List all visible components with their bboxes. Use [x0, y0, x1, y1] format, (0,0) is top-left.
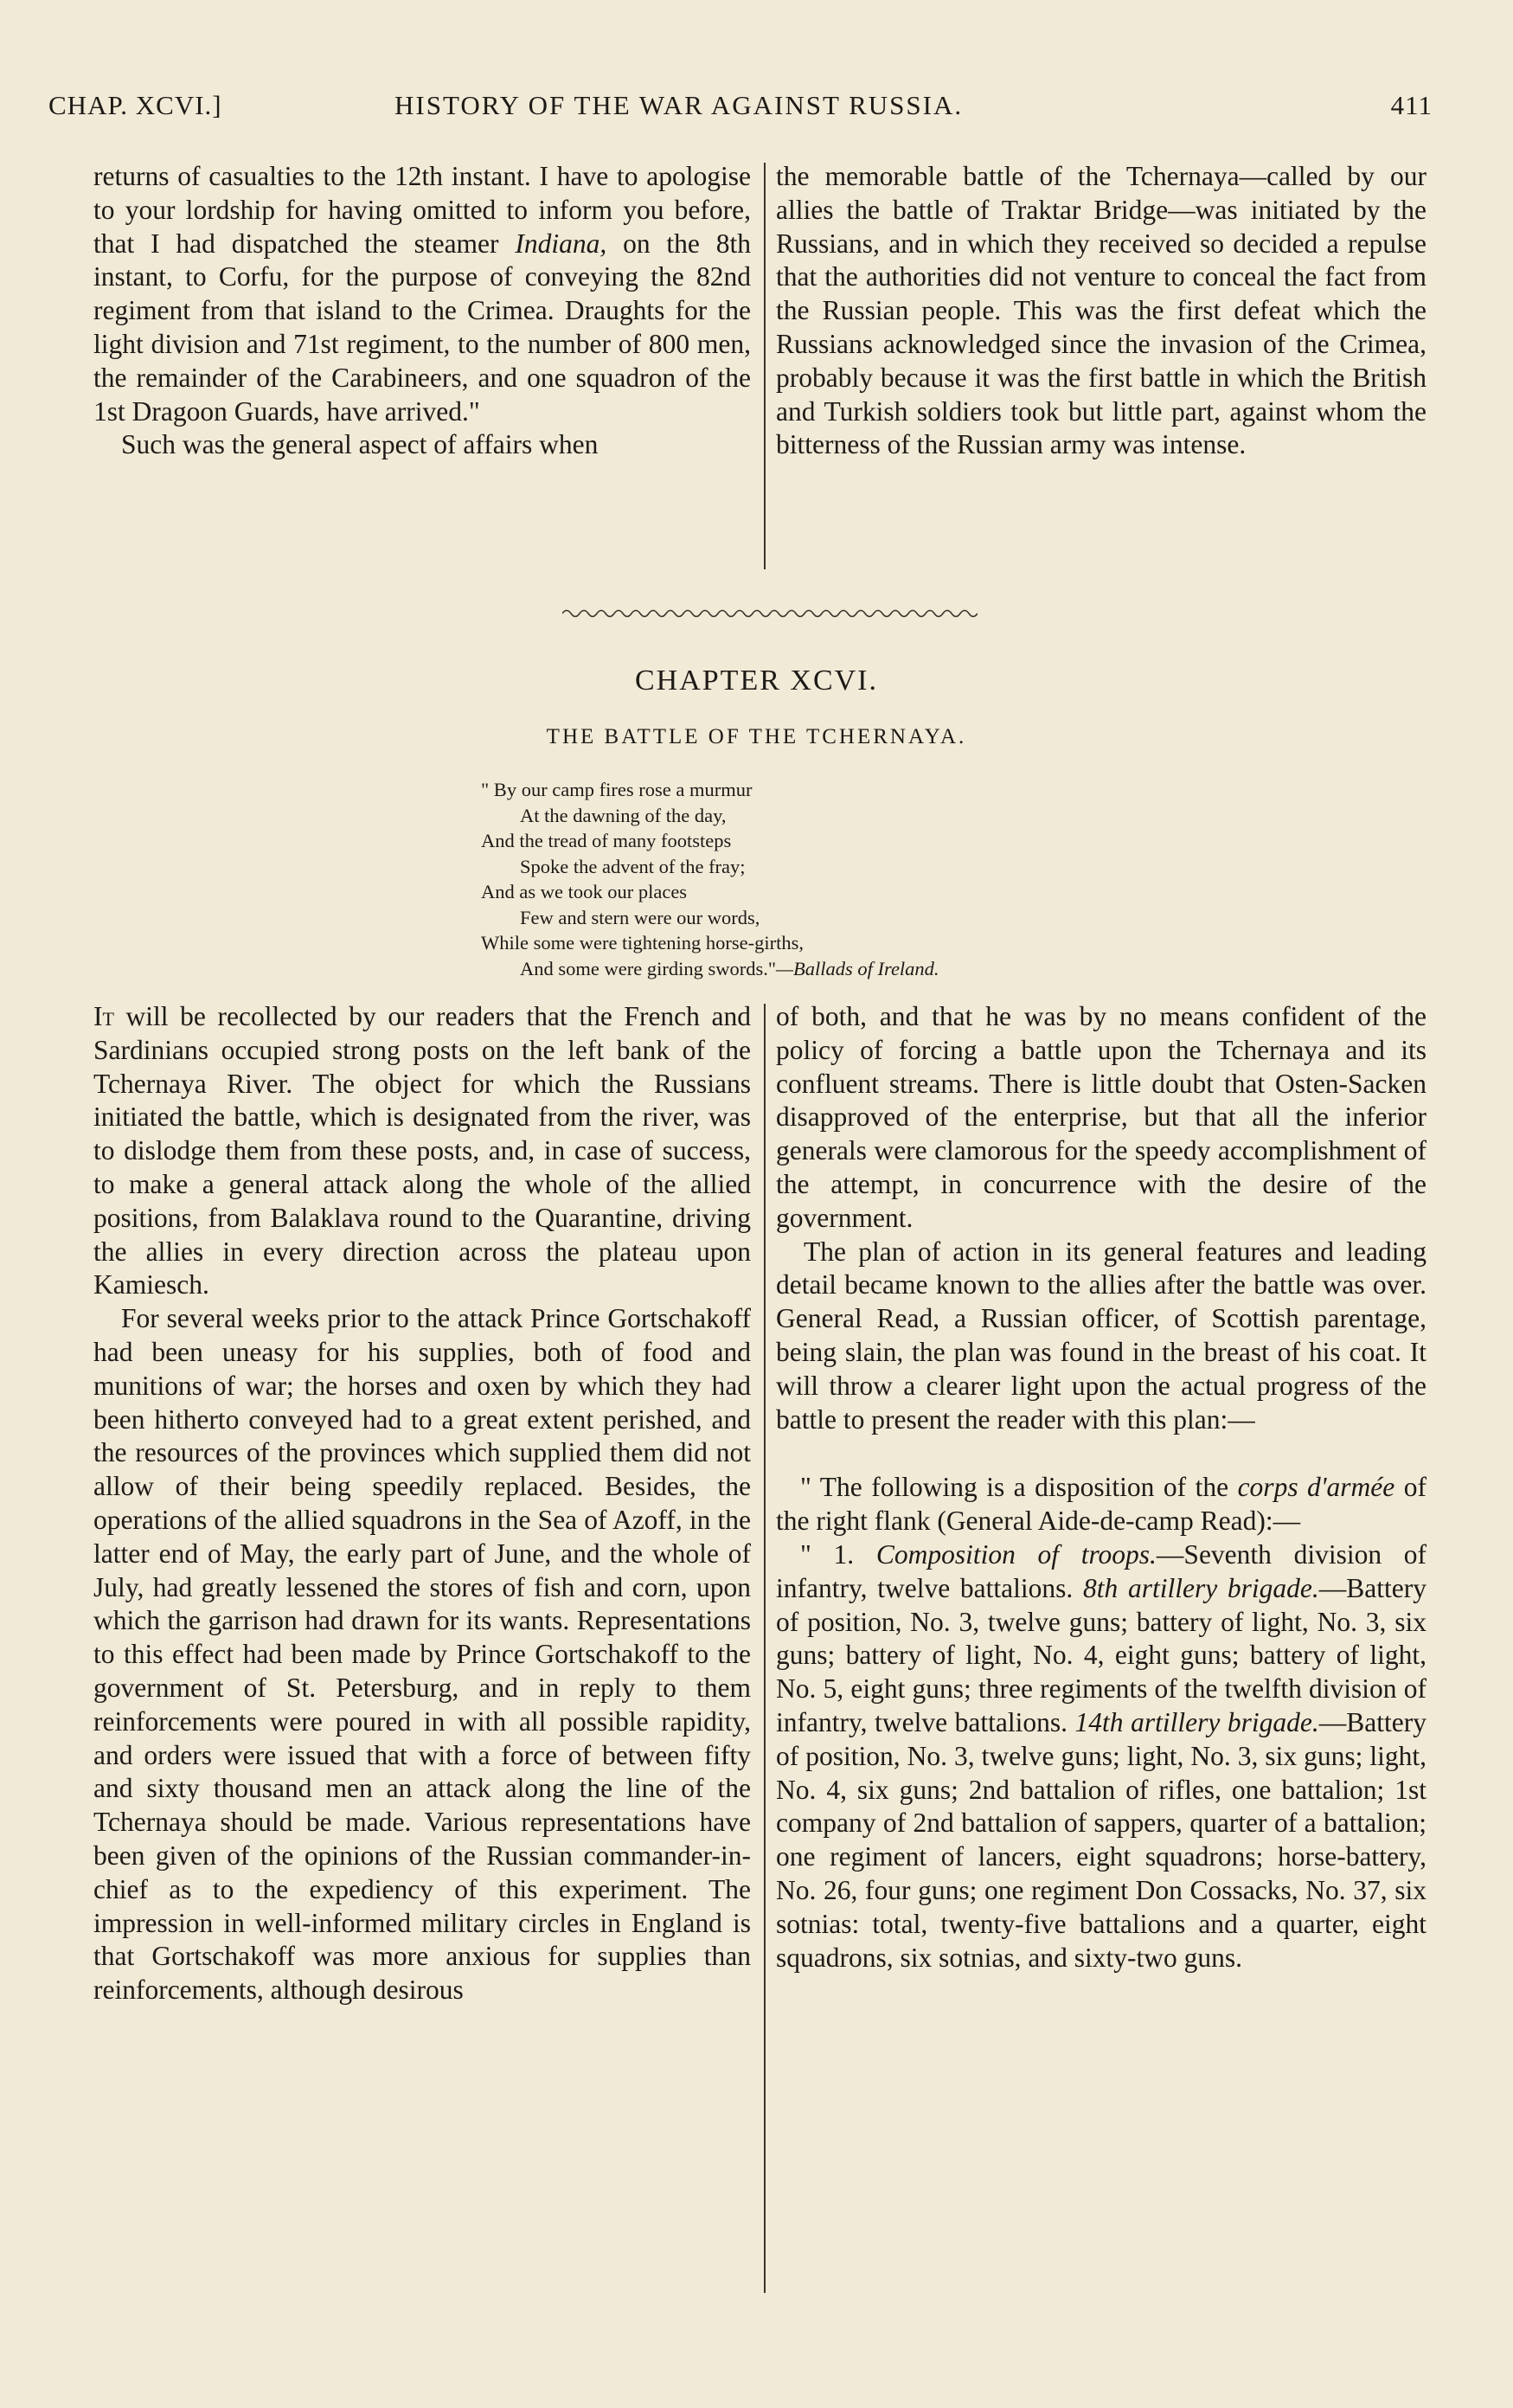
page-number: 411	[1390, 90, 1433, 120]
epigraph-line	[481, 956, 1173, 982]
epigraph-line-text: And some were girding swords."	[520, 957, 777, 979]
paragraph: For several weeks prior to the attack Prince Gortschakoff had been uneasy for his supplies, both of food and munitions of war; the horses and oxen by which they had been hitherto conveyed had to a great extent perished, and the resources of the provinces which supplied them did not allow of their being speedily replaced. Besides, the operations of the allied squadrons in the Sea of Azoff, in the latter end of May, the early part of June, and the whole of July, had greatly lessened the stores of fish and corn, upon which the garrison had drawn for its wants. Representations to this effect had been made by Prince Gortschakoff to the government of St. Petersburg, and in reply to them reinforcements were poured in with all possible rapidity, and orders were issued that with a force of between fifty and sixty thousand men an attack along the line of the Tchernaya should be made. Various representations have been given of the opinions of the Russian commander-in-chief as to the expediency of this experiment. The impression in well-informed military circles in England is that Gortschakoff was more anxious for supplies than reinforcements, although desirous	[93, 1303, 751, 2006]
top-left-column	[93, 160, 751, 462]
ornamental-rule	[562, 607, 978, 620]
body-left-column	[93, 1000, 751, 2007]
epigraph-line: Spoke the advent of the fray;	[520, 855, 746, 877]
paragraph	[776, 1471, 1426, 1538]
text-run: " 1.	[800, 1538, 876, 1570]
ship-name: Indiana,	[515, 228, 607, 259]
italic-heading: 8th artillery brigade.	[1083, 1572, 1319, 1603]
text-run: " The following is a disposition of the	[800, 1472, 1238, 1503]
paragraph: The plan of action in its general features and leading detail became known to the allies after the battle was over. General Read, a Russian officer, of Scottish parentage, being slain, the plan was found in the breast of his coat. It will throw a clearer light upon the actual progress of the battle to present the reader with this plan:—	[776, 1236, 1426, 1435]
chapter-title: CHAPTER XCVI.	[634, 665, 879, 697]
epigraph-line: " By our camp fires rose a murmur	[481, 779, 753, 800]
chapter-marker: CHAP. XCVI.]	[48, 90, 222, 120]
column-divider	[764, 163, 766, 569]
text-run: of the right flank (General Aide-de-camp Read):—	[776, 1472, 1426, 1537]
epigraph-line: At the dawning of the day,	[520, 804, 727, 826]
epigraph-line: And as we took our places	[481, 881, 688, 902]
paragraph	[93, 160, 751, 428]
paragraph: the memorable battle of the Tchernaya—called by our allies the battle of Traktar Bridge—was initiated by the Russians, and in which they received so decided a repulse that the authorities did not venture to conceal the fact from the Russian people. This was the first defeat which the Russians acknowledged since the invasion of the Crimea, probably because it was the first battle in which the British and Turkish soldiers took but little part, against whom the bitterness of the Russian army was intense.	[776, 161, 1426, 460]
paragraph: of both, and that he was by no means confident of the policy of forcing a battle upon the Tchernaya and its confluent streams. There is little doubt that Osten-Sacken disapproved of the enterprise, but that all the inferior generals were clamorous for the speedy accomplishment of the attempt, in concurrence with the desire of the government.	[776, 1001, 1426, 1233]
italic-heading: Composition of troops.	[875, 1538, 1157, 1570]
drop-lead: It	[93, 1001, 114, 1031]
body-right-column	[776, 1000, 1426, 1975]
text-run: —Battery of position, No. 3, twelve guns; battery of light, No. 3, six guns; battery of light, No. 4, eight guns; battery of light, No. 5, eight guns; three regiments of the twelfth division of infantry, twelve battalions.	[776, 1572, 1426, 1737]
paragraph: Such was the general aspect of affairs when	[121, 429, 599, 460]
text-run: returns of casualties to the 12th instant. I have to apologise to your lordship for having omitted to inform you before, that I had dispatched the steamer	[93, 161, 751, 259]
running-header	[48, 90, 1433, 128]
text-run: will be recollected by our readers that the French and Sardinians occupied strong posts on the left bank of the Tchernaya River. The object for which the Russians initiated the battle, which is designated from the river, was to dislodge them from these posts, and, in case of success, to make a general attack along the whole of the allied positions, from Balaklava round to the Quarantine, driving the allies in every direction across the plateau upon Kamiesch.	[93, 1001, 751, 1300]
italic-heading: 14th artillery brigade.	[1074, 1706, 1319, 1737]
column-divider	[764, 1004, 766, 2293]
epigraph	[481, 777, 1173, 981]
text-run: —Seventh division of infantry, twelve battalions.	[776, 1538, 1426, 1603]
italic-term: corps d'armée	[1237, 1472, 1395, 1503]
epigraph-line: And the tread of many footsteps	[481, 830, 732, 851]
paragraph	[776, 1538, 1426, 1975]
epigraph-attribution: —Ballads of Ireland.	[776, 957, 939, 979]
text-run: on the 8th instant, to Corfu, for the purpose of conveying the 82nd regiment from that island to the Crimea. Draughts for the light division and 71st regiment, to the number of 800 men, the remainder of the Carabineers, and one squadron of the 1st Dragoon Guards, have arrived."	[93, 228, 751, 427]
paragraph	[93, 1000, 751, 1302]
running-title: HISTORY OF THE WAR AGAINST RUSSIA.	[394, 90, 964, 120]
epigraph-line: Few and stern were our words,	[520, 906, 760, 928]
top-right-column	[776, 160, 1426, 462]
epigraph-line: While some were tightening horse-girths,	[481, 932, 805, 954]
chapter-subtitle: THE BATTLE OF THE TCHERNAYA.	[546, 725, 967, 748]
text-run: —Battery of position, No. 3, twelve guns; light, No. 3, six guns; light, No. 4, six guns; 2nd battalion of rifles, one battalion; 1st company of 2nd battalion of sappers, quarter of a battalion; one regiment of lancers, eight squadrons; horse-battery, No. 26, four guns; one regiment Don Cossacks, No. 37, six sotnias: total, twenty-five battalions and a quarter, eight squadrons, six sotnias, and sixty-two guns.	[776, 1706, 1426, 1973]
